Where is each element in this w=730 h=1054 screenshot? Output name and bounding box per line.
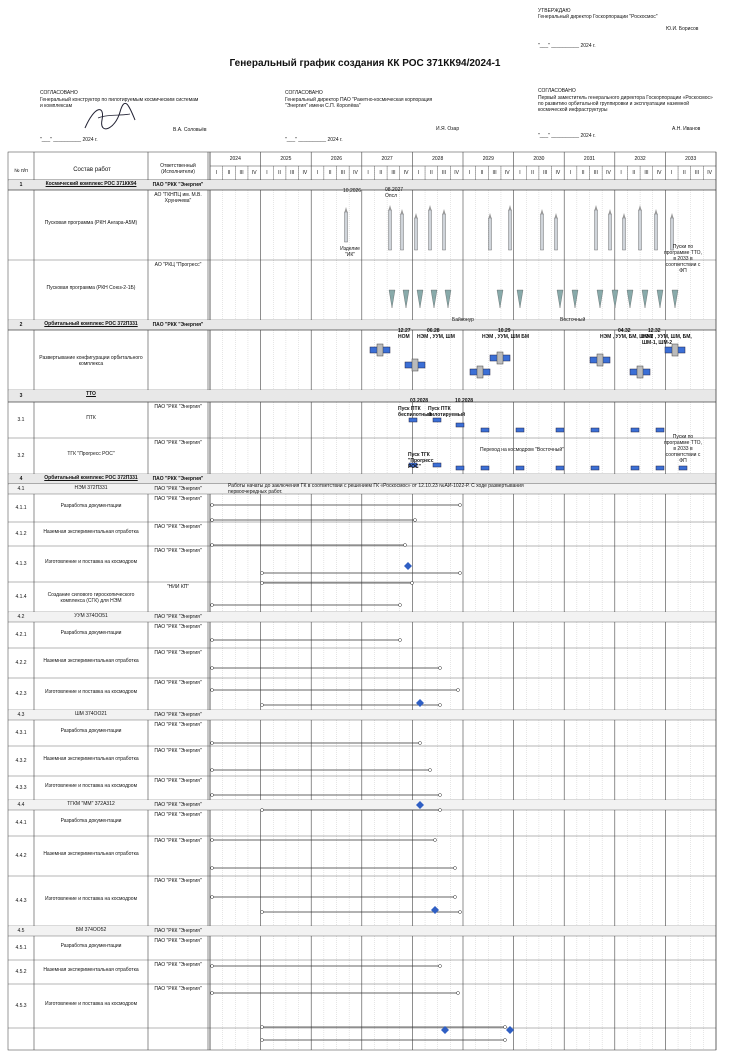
agreed-3-date: "___" __________ 2024 г. — [538, 133, 596, 139]
row-responsible: "НИИ КП" — [166, 584, 190, 590]
row-work: Разработка документации — [60, 630, 122, 636]
quarter-label: II — [632, 170, 636, 176]
quarter-label: IV — [656, 170, 662, 176]
row-responsible: ПАО "РКК "Энергия" — [154, 404, 202, 410]
note-uum: НЭМ , УУМ, ШМ — [417, 334, 455, 340]
row-responsible: ПАО "РКК "Энергия" — [154, 650, 202, 656]
note-1026: 10.2026 — [343, 188, 362, 194]
agreed-1-name: В.А. Соловьёв — [173, 127, 207, 133]
row-responsible: ПАО "РКК "Энергия" — [154, 712, 202, 718]
quarter-label: II — [682, 170, 686, 176]
row-work: ПТК — [86, 415, 96, 421]
quarter-label: II — [379, 170, 383, 176]
milestone-diamond — [404, 562, 412, 570]
soyuz-rocket-icon — [642, 290, 648, 308]
quarter-label: II — [328, 170, 332, 176]
rocket-icon — [595, 205, 598, 250]
row-num: 3.1 — [17, 417, 25, 423]
quarter-label: II — [581, 170, 585, 176]
note-nom: НОМ — [398, 334, 410, 340]
row-responsible: ПАО "РКК "Энергия" — [154, 812, 202, 818]
row-num: 4.1.4 — [15, 594, 27, 600]
row-work: Наземная экспериментальная отработка — [43, 756, 139, 762]
year-2030: 2030 — [533, 156, 545, 162]
note-row4: Работы начаты до заключения ГК в соответствии с решением ГК «Роскосмос» от 12.10.23 №АИ-1022-Р. С ходе развертывания первоочередных работ. — [228, 483, 524, 495]
row-num: 4.3.2 — [15, 758, 27, 764]
quarter-label: II — [429, 170, 433, 176]
soyuz-rocket-icon — [517, 290, 523, 308]
row-responsible: ПАО "РКК "Энергия" — [154, 548, 202, 554]
row-work: Создание силового гироскопического комплекса (СГК) для НЭМ — [47, 592, 135, 604]
approve-label: УТВЕРЖДАЮ — [538, 8, 571, 14]
rocket-icon — [489, 213, 492, 250]
row-responsible: ПАО "РКК "Энергия" — [154, 624, 202, 630]
header-num: № п/п — [14, 168, 28, 174]
row-work: Наземная экспериментальная отработка — [43, 851, 139, 857]
row-work: ТГКМ "ММ" 372А312 — [67, 801, 115, 807]
row-num: 3 — [19, 393, 23, 399]
row-responsible: ПАО "РКК "Энергия" — [154, 486, 202, 492]
quarter-label: I — [316, 170, 319, 176]
label-vostochny: Восточный — [560, 317, 586, 323]
note-1232: 12.32 — [648, 328, 661, 334]
row-num: 4.2.3 — [15, 691, 27, 697]
row-num: 4.1 — [17, 486, 25, 492]
rocket-icon — [389, 205, 392, 250]
row-work: Пусковая программа (РКН Союз-2-1Б) — [46, 285, 136, 291]
quarter-label: I — [468, 170, 471, 176]
agreed-1-position: Генеральный конструктор по пилотируемым космическим системам и комплексам — [40, 97, 199, 109]
row-num: 4.5.2 — [15, 969, 27, 975]
quarter-label: II — [278, 170, 281, 176]
quarter-label: IV — [302, 170, 308, 176]
row-responsible: АО "ГКНПЦ им. М.В. Хруничева" — [154, 192, 202, 204]
approve-name: Ю.И. Борисов — [666, 26, 699, 32]
row-work: Орбитальный комплекс РОС 372П331 — [44, 321, 138, 327]
row-num: 4.4.3 — [15, 898, 27, 904]
row-num: 4.5 — [17, 928, 25, 934]
rocket-icon — [429, 205, 432, 250]
year-2032: 2032 — [634, 156, 646, 162]
row-work: Наземная экспериментальная отработка — [43, 658, 139, 664]
quarter-label: III — [694, 170, 700, 176]
row-num: 4.4.1 — [15, 820, 27, 826]
row-responsible: ПАО "РКК "Энергия" — [154, 838, 202, 844]
row-num: 4.3 — [17, 712, 25, 718]
agreed-3-position: Первый заместитель генерального директора Госкорпорации «Роскосмос» по развитию орбитальной группировки и эксплуатации наземной космической инфраструктуры — [538, 95, 713, 113]
row-work: ШМ 374ОО21 — [75, 711, 107, 717]
soyuz-rocket-icon — [627, 290, 633, 308]
note-1227: 12.27 — [398, 328, 411, 334]
row-responsible: ПАО "РКК "Энергия" — [154, 986, 202, 992]
row-responsible: ПАО "РКК "Энергия" — [154, 938, 202, 944]
quarter-label: I — [418, 170, 420, 176]
year-2033: 2033 — [685, 156, 697, 162]
row-work: БМ 374ОО52 — [75, 927, 107, 933]
agreed-1-date: "___" __________ 2024 г. — [40, 137, 98, 143]
approve-position: Генеральный директор Госкорпорации "Роскосмос" — [538, 14, 658, 20]
year-2024: 2024 — [229, 156, 241, 162]
soyuz-rocket-icon — [445, 290, 451, 308]
quarter-label: III — [593, 170, 598, 176]
row-work: Изготовление и поставка на космодром — [44, 559, 138, 565]
row-num: 4.3.3 — [15, 785, 27, 791]
note-0327: 03.2028 — [410, 398, 429, 404]
agreed-2-name: И.Я. Озар — [436, 126, 460, 132]
rocket-icon — [541, 209, 544, 250]
row-work: Развертывание конфигурации орбитального комплекса — [39, 355, 143, 367]
row-num: 4.2 — [17, 614, 25, 620]
quarter-label: II — [531, 170, 534, 176]
row-work: Изготовление и поставка на космодром — [44, 896, 138, 902]
year-2027: 2027 — [381, 156, 393, 162]
quarter-label: II — [227, 170, 231, 176]
row-num: 1 — [19, 182, 23, 188]
rocket-icon — [609, 209, 612, 250]
row-num: 4.2.2 — [15, 660, 27, 666]
quarter-label: III — [492, 170, 497, 176]
quarter-label: IV — [606, 170, 611, 176]
note-uum4: НЭМ , УУМ, ШМ, БМ, ШМ-1, ШМ-2 — [642, 334, 692, 346]
soyuz-rocket-icon — [403, 290, 409, 308]
quarter-label: III — [391, 170, 396, 176]
quarter-label: I — [215, 170, 218, 176]
row-num: 4.3.1 — [15, 730, 27, 736]
quarter-label: I — [519, 170, 521, 176]
note-uum3: НЭМ , УУМ, БМ, ШМ-1 — [600, 334, 653, 340]
note-launch2: Пуск ПТК пилотируемый — [428, 406, 466, 418]
rocket-icon — [509, 205, 512, 250]
agreed-2-date: "___" __________ 2024 г. — [285, 137, 343, 143]
soyuz-rocket-icon — [417, 290, 423, 308]
row-responsible: ПАО "РКК "Энергия" — [154, 928, 202, 934]
soyuz-rocket-icon — [431, 290, 437, 308]
row-responsible: ПАО "РКК "Энергия" — [154, 722, 202, 728]
quarter-label: III — [441, 170, 447, 176]
note-opsl: Опсл — [385, 193, 398, 199]
agreed-1-label: СОГЛАСОВАНО — [40, 90, 78, 96]
row-work: ТГК "Прогресс РОС" — [67, 451, 115, 457]
row-responsible: АО "РКЦ "Прогресс" — [154, 262, 202, 268]
quarter-label: I — [266, 170, 268, 176]
row-work: Наземная экспериментальная отработка — [43, 529, 139, 535]
note-uum2: НЭМ , УУМ, ШМ БМ — [482, 334, 530, 340]
agreed-2-position: Генеральный директор ПАО "Ракетно-космическая корпорация "Энергия" имени С.П. Королёва" — [285, 97, 433, 109]
row-num: 4.5.1 — [15, 945, 27, 951]
row-responsible: ПАО "РКК "Энергия" — [152, 182, 204, 188]
agreed-3-label: СОГЛАСОВАНО — [538, 88, 576, 94]
year-2026: 2026 — [330, 156, 343, 162]
row-responsible: ПАО "РКК "Энергия" — [154, 878, 202, 884]
row-responsible: ПАО "РКК "Энергия" — [154, 440, 202, 446]
row-work: Пусковая программа (РКН Ангара-А5М) — [44, 220, 138, 226]
note-2033-tto: Пуски по программе ТТО, в 2033 в соответствии с ФП — [664, 434, 702, 464]
quarter-label: II — [480, 170, 484, 176]
quarter-label: III — [239, 170, 244, 176]
row-num: 4.5.3 — [15, 1003, 27, 1009]
row-work: НЭМ 372П331 — [74, 485, 108, 491]
rocket-icon — [345, 207, 348, 242]
milestone-diamond — [416, 699, 424, 707]
agreed-3-name: А.Н. Иванов — [672, 126, 701, 132]
row-num: 4 — [19, 476, 23, 482]
soyuz-rocket-icon — [672, 290, 678, 308]
row-work: Изготовление и поставка на космодром — [44, 783, 138, 789]
quarter-label: I — [367, 170, 369, 176]
soyuz-rocket-icon — [497, 290, 503, 308]
row-responsible: ПАО "РКК "Энергия" — [154, 778, 202, 784]
note-0827: 08.2027 — [385, 187, 404, 193]
year-2031: 2031 — [583, 156, 596, 162]
row-responsible: ПАО "РКК "Энергия" — [152, 476, 204, 482]
quarter-label: I — [620, 170, 622, 176]
row-num: 2 — [19, 322, 23, 328]
row-responsible: ПАО "РКК "Энергия" — [152, 322, 204, 328]
note-2033: Пуски по программе ТТО, в 2033 в соответствии с ФП — [664, 244, 702, 274]
quarter-label: IV — [504, 170, 510, 176]
rocket-icon — [555, 213, 558, 250]
year-2029: 2029 — [482, 156, 494, 162]
rocket-icon — [623, 213, 626, 250]
soyuz-rocket-icon — [612, 290, 618, 308]
row-work: УУМ 374ОО51 — [74, 613, 108, 619]
row-work: Разработка документации — [60, 943, 122, 949]
row-num: 4.4 — [17, 802, 25, 808]
row-num: 3.2 — [17, 453, 25, 459]
row-work: ТТО — [86, 391, 96, 397]
row-responsible: ПАО "РКК "Энергия" — [154, 524, 202, 530]
quarter-label: IV — [251, 170, 257, 176]
approve-date: "___" __________ 2024 г. — [538, 43, 596, 49]
note-0432: 04.32 — [618, 328, 631, 334]
row-num: 4.1.1 — [15, 505, 27, 511]
quarter-label: IV — [353, 170, 358, 176]
quarter-label: III — [644, 170, 649, 176]
quarter-label: IV — [454, 170, 460, 176]
row-num: 4.2.1 — [15, 632, 27, 638]
rocket-icon — [401, 209, 404, 250]
row-num: 4.4.2 — [15, 853, 27, 859]
document-title: Генеральный график создания КК РОС 371КК94/2024-1 — [229, 58, 501, 69]
row-responsible: ПАО "РКК "Энергия" — [154, 614, 202, 620]
row-responsible: ПАО "РКК "Энергия" — [154, 748, 202, 754]
header-work: Состав работ — [73, 167, 111, 173]
quarter-label: I — [671, 170, 673, 176]
row-responsible: ПАО "РКК "Энергия" — [154, 802, 202, 808]
agreed-2-label: СОГЛАСОВАНО — [285, 90, 323, 96]
soyuz-rocket-icon — [572, 290, 578, 308]
quarter-label: I — [569, 170, 572, 176]
row-work: Изготовление и поставка на космодром — [44, 689, 138, 695]
year-2028: 2028 — [432, 156, 444, 162]
row-work: Космический комплекс РОС 371КК94 — [45, 181, 137, 187]
row-work: Разработка документации — [60, 503, 122, 509]
rocket-icon — [639, 205, 642, 250]
rocket-icon — [415, 213, 418, 250]
soyuz-rocket-icon — [557, 290, 563, 308]
rocket-icon — [655, 209, 658, 250]
quarter-label: IV — [403, 170, 409, 176]
header-resp: Ответственный (Исполнители) — [160, 163, 196, 175]
note-transition: Переход на космодром "Восточный" — [480, 447, 564, 453]
note-launch3: Пуск ТГК "Прогресс РОС" — [408, 452, 434, 470]
note-0628: 06.28 — [427, 328, 440, 334]
note-launch1: Пуск ПТК беспилотный — [398, 406, 432, 418]
row-num: 4.1.3 — [15, 561, 27, 567]
year-2025: 2025 — [280, 156, 292, 162]
quarter-label: III — [340, 170, 345, 176]
quarter-label: III — [543, 170, 548, 176]
row-responsible: ПАО "РКК "Энергия" — [154, 962, 202, 968]
row-work: Разработка документации — [60, 818, 122, 824]
row-num: 4.1.2 — [15, 531, 27, 537]
row-responsible: ПАО "РКК "Энергия" — [154, 496, 202, 502]
row-work: Разработка документации — [60, 728, 122, 734]
soyuz-rocket-icon — [389, 290, 395, 308]
row-responsible: ПАО "РКК "Энергия" — [154, 680, 202, 686]
milestone-diamond — [506, 1026, 514, 1034]
note-izdelie: Изделие "ИК" — [340, 246, 360, 258]
quarter-label: IV — [707, 170, 713, 176]
quarter-label: IV — [555, 170, 561, 176]
label-baikonur: Байконур — [452, 317, 474, 323]
note-0710: 10.2028 — [455, 398, 474, 404]
row-work: Орбитальный комплекс РОС 372П331 — [44, 475, 138, 481]
row-work: Изготовление и поставка на космодром — [44, 1001, 138, 1007]
soyuz-rocket-icon — [657, 290, 663, 308]
note-1029: 10.29 — [498, 328, 511, 334]
quarter-label: III — [290, 170, 295, 176]
row-work: Наземная экспериментальная отработка — [43, 967, 139, 973]
rocket-icon — [443, 209, 446, 250]
